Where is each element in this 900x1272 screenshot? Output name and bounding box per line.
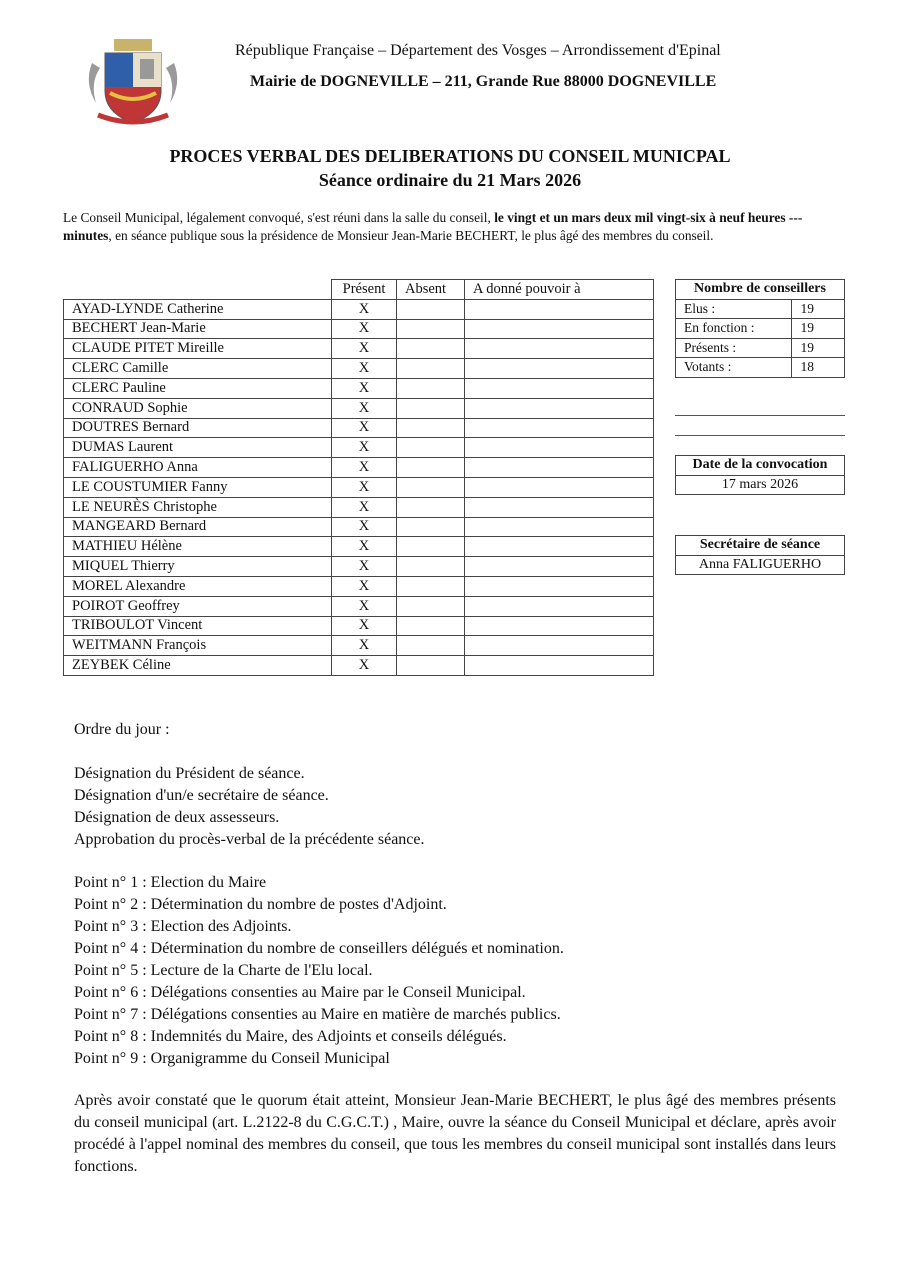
proxy-cell (465, 517, 654, 537)
member-name: MIQUEL Thierry (64, 557, 332, 577)
table-row (64, 299, 654, 319)
absent-cell (397, 517, 465, 537)
member-name: LE NEURÈS Christophe (64, 497, 332, 517)
member-name: WEITMANN François (64, 636, 332, 656)
member-name: CLERC Pauline (64, 378, 332, 398)
proxy-cell (465, 477, 654, 497)
present-mark: X (332, 359, 397, 379)
member-name: DOUTRES Bernard (64, 418, 332, 438)
divider-line (675, 415, 845, 416)
proxy-cell (465, 359, 654, 379)
count-value: 18 (792, 358, 845, 378)
count-row (676, 319, 845, 339)
member-name: CONRAUD Sophie (64, 398, 332, 418)
member-name: AYAD-LYNDE Catherine (64, 299, 332, 319)
table-row (64, 477, 654, 497)
absent-cell (397, 339, 465, 359)
absent-cell (397, 398, 465, 418)
present-mark: X (332, 299, 397, 319)
count-row (676, 338, 845, 358)
absent-cell (397, 319, 465, 339)
agenda-preliminary-list (74, 763, 425, 851)
agenda-item: Désignation de deux assesseurs. (74, 809, 280, 826)
agenda-item: Désignation du Président de séance. (74, 765, 305, 782)
present-mark: X (332, 477, 397, 497)
absent-cell (397, 656, 465, 676)
absent-cell (397, 299, 465, 319)
absent-cell (397, 576, 465, 596)
proxy-cell (465, 656, 654, 676)
proxy-cell (465, 378, 654, 398)
header-absent: Absent (397, 280, 465, 300)
proxy-cell (465, 438, 654, 458)
header-line-1: République Française – Département des Vosges – Arrondissement d'Epinal (235, 42, 721, 59)
table-row (64, 596, 654, 616)
absent-cell (397, 636, 465, 656)
agenda-point: Point n° 7 : Délégations consenties au Maire en matière de marchés publics. (74, 1006, 561, 1023)
count-title: Nombre de conseillers (676, 280, 845, 300)
table-row (64, 576, 654, 596)
present-mark: X (332, 398, 397, 418)
divider-line (675, 435, 845, 436)
proxy-cell (465, 636, 654, 656)
intro-text-end: , en séance publique sous la présidence de Monsieur Jean-Marie BECHERT, le plus âgé des membres du conseil. (108, 228, 714, 243)
proxy-cell (465, 398, 654, 418)
convocation-title: Date de la convocation (676, 456, 845, 476)
attendance-table (63, 279, 654, 676)
count-value: 19 (792, 338, 845, 358)
proxy-cell (465, 576, 654, 596)
header-present: Présent (332, 280, 397, 300)
proxy-cell (465, 339, 654, 359)
present-mark: X (332, 656, 397, 676)
member-name: TRIBOULOT Vincent (64, 616, 332, 636)
agenda-point: Point n° 2 : Détermination du nombre de postes d'Adjoint. (74, 896, 447, 913)
present-mark: X (332, 438, 397, 458)
member-name: DUMAS Laurent (64, 438, 332, 458)
count-value: 19 (792, 319, 845, 339)
table-row (64, 537, 654, 557)
agenda-point: Point n° 1 : Election du Maire (74, 874, 267, 891)
table-row (64, 458, 654, 478)
convocation-date: 17 mars 2026 (676, 475, 845, 495)
present-mark: X (332, 418, 397, 438)
member-name: CLERC Camille (64, 359, 332, 379)
agenda-point: Point n° 9 : Organigramme du Conseil Municipal (74, 1050, 390, 1067)
count-label: Votants : (676, 358, 792, 378)
secretary-box (675, 535, 845, 575)
header-line-2: Mairie de DOGNEVILLE – 211, Grande Rue 88000 DOGNEVILLE (250, 73, 717, 90)
proxy-cell (465, 616, 654, 636)
count-row (676, 358, 845, 378)
agenda-point: Point n° 4 : Détermination du nombre de conseillers délégués et nomination. (74, 940, 564, 957)
absent-cell (397, 359, 465, 379)
attendance-header-row (64, 280, 654, 300)
agenda-point: Point n° 8 : Indemnités du Maire, des Adjoints et conseils délégués. (74, 1028, 507, 1045)
member-name: FALIGUERHO Anna (64, 458, 332, 478)
proxy-cell (465, 418, 654, 438)
proxy-cell (465, 537, 654, 557)
present-mark: X (332, 497, 397, 517)
councillor-count-table (675, 279, 845, 378)
present-mark: X (332, 537, 397, 557)
header-proxy: A donné pouvoir à (465, 280, 654, 300)
table-row (64, 319, 654, 339)
member-name: POIROT Geoffrey (64, 596, 332, 616)
table-row (64, 517, 654, 537)
session-subtitle: Séance ordinaire du 21 Mars 2026 (318, 170, 582, 190)
member-name: MOREL Alexandre (64, 576, 332, 596)
secretary-title: Secrétaire de séance (676, 536, 845, 556)
agenda-heading: Ordre du jour : (74, 721, 170, 738)
present-mark: X (332, 458, 397, 478)
table-row (64, 616, 654, 636)
absent-cell (397, 596, 465, 616)
absent-cell (397, 438, 465, 458)
count-value: 19 (792, 299, 845, 319)
table-row (64, 438, 654, 458)
table-row (64, 418, 654, 438)
proxy-cell (465, 299, 654, 319)
member-name: MATHIEU Hélène (64, 537, 332, 557)
present-mark: X (332, 596, 397, 616)
count-label: Présents : (676, 338, 792, 358)
count-label: Elus : (676, 299, 792, 319)
agenda-point: Point n° 3 : Election des Adjoints. (74, 918, 292, 935)
table-row (64, 557, 654, 577)
proxy-cell (465, 458, 654, 478)
proxy-cell (465, 596, 654, 616)
member-name: LE COUSTUMIER Fanny (64, 477, 332, 497)
absent-cell (397, 616, 465, 636)
count-label: En fonction : (676, 319, 792, 339)
coat-of-arms-logo (80, 33, 186, 128)
agenda-points-list (74, 872, 564, 1070)
member-name: ZEYBEK Céline (64, 656, 332, 676)
present-mark: X (332, 378, 397, 398)
document-title: PROCES VERBAL DES DELIBERATIONS DU CONSEIL MUNICPAL (169, 146, 731, 166)
member-name: CLAUDE PITET Mireille (64, 339, 332, 359)
absent-cell (397, 477, 465, 497)
table-row (64, 359, 654, 379)
proxy-cell (465, 557, 654, 577)
blank-cell (64, 280, 332, 300)
absent-cell (397, 537, 465, 557)
table-row (64, 497, 654, 517)
count-row (676, 299, 845, 319)
table-row (64, 398, 654, 418)
proxy-cell (465, 319, 654, 339)
present-mark: X (332, 576, 397, 596)
absent-cell (397, 497, 465, 517)
member-name: BECHERT Jean-Marie (64, 319, 332, 339)
present-mark: X (332, 616, 397, 636)
convocation-box (675, 455, 845, 495)
proxy-cell (465, 497, 654, 517)
member-name: MANGEARD Bernard (64, 517, 332, 537)
table-row (64, 339, 654, 359)
agenda-item: Désignation d'un/e secrétaire de séance. (74, 787, 329, 804)
intro-text: Le Conseil Municipal, légalement convoqué, s'est réuni dans la salle du conseil, (63, 210, 495, 225)
closing-paragraph: Après avoir constaté que le quorum était atteint, Monsieur Jean-Marie BECHERT, le plus âgé des membres présents du conseil municipal (art. L.2122-8 du C.G.C.T.) , Maire, ouvre la séance du Conseil Municipal et déclare, après avoir procédé à l'appel nominal des membres du conseil, que tous les membres du conseil municipal sont installés dans leurs fonctions. (74, 1092, 836, 1175)
absent-cell (397, 378, 465, 398)
intro-date-bold: le vingt et un mars deux mil vingt-six à neuf heures --- minutes (63, 210, 803, 243)
agenda-point: Point n° 5 : Lecture de la Charte de l'Elu local. (74, 962, 373, 979)
table-row (64, 636, 654, 656)
present-mark: X (332, 517, 397, 537)
present-mark: X (332, 339, 397, 359)
agenda-item: Approbation du procès-verbal de la précédente séance. (74, 831, 425, 848)
absent-cell (397, 557, 465, 577)
present-mark: X (332, 636, 397, 656)
secretary-name: Anna FALIGUERHO (676, 555, 845, 575)
table-row (64, 378, 654, 398)
intro-paragraph (63, 209, 843, 245)
agenda-point: Point n° 6 : Délégations consenties au Maire par le Conseil Municipal. (74, 984, 526, 1001)
present-mark: X (332, 557, 397, 577)
table-row (64, 656, 654, 676)
present-mark: X (332, 319, 397, 339)
absent-cell (397, 458, 465, 478)
absent-cell (397, 418, 465, 438)
